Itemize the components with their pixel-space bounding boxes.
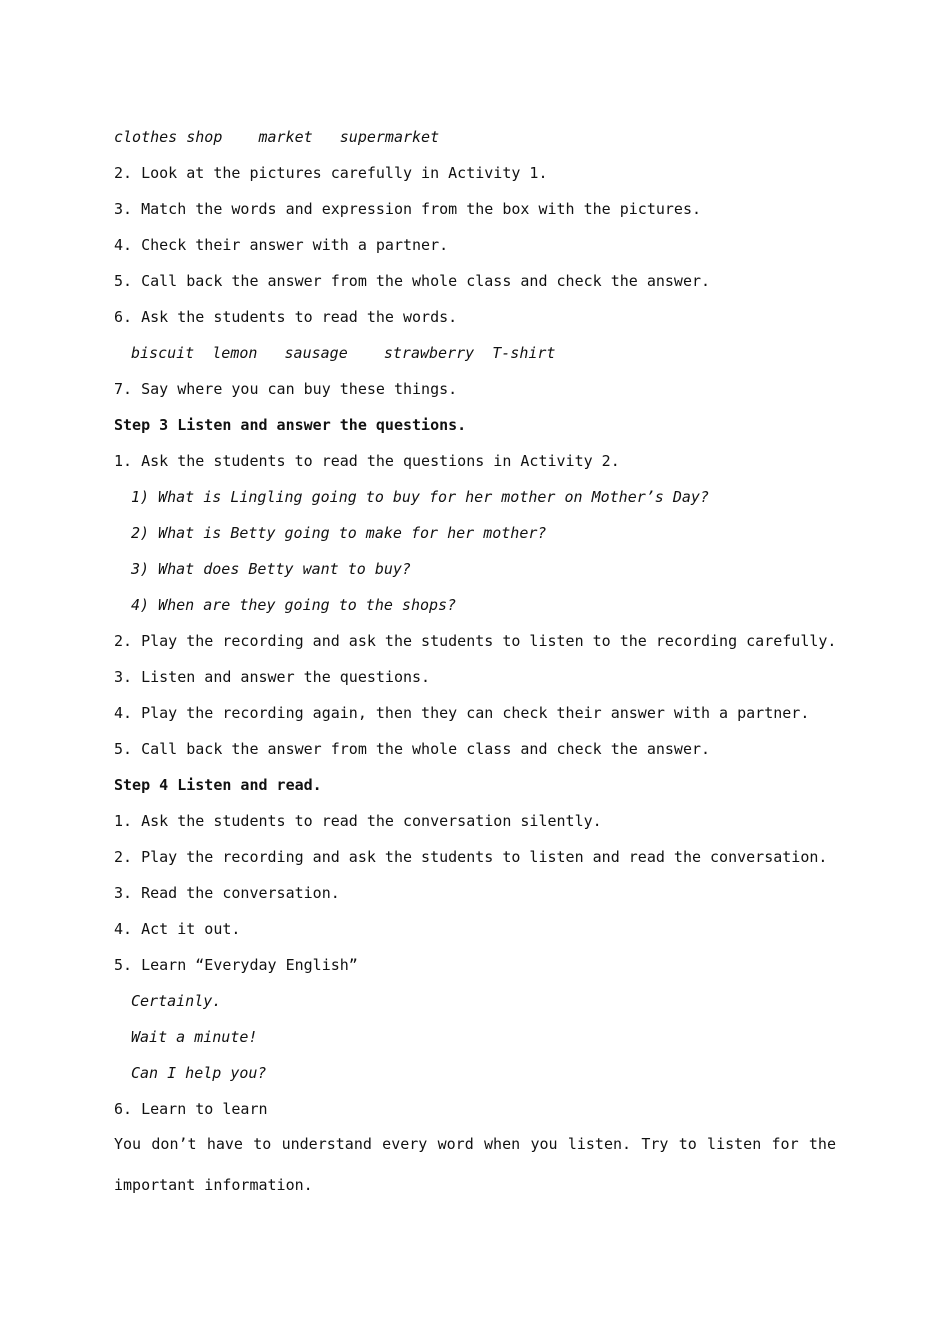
step-item: 4. Act it out.: [114, 920, 241, 938]
everyday-english-phrase: Certainly.: [131, 992, 222, 1010]
step-item: 4. Play the recording again, then they can check their answer with a partner.: [114, 704, 810, 722]
step-item: 6. Ask the students to read the words.: [114, 308, 458, 326]
step-item: 2. Play the recording and ask the students to listen and read the conversation.: [114, 848, 828, 866]
step-item: 3. Listen and answer the questions.: [114, 668, 431, 686]
step-item: 3. Read the conversation.: [114, 884, 340, 902]
step-item: 1. Ask the students to read the conversation silently.: [114, 812, 602, 830]
step-item: 5. Call back the answer from the whole class and check the answer.: [114, 740, 711, 758]
step-item: 4. Check their answer with a partner.: [114, 236, 449, 254]
step-item: 2. Play the recording and ask the students to listen to the recording carefully.: [114, 632, 837, 650]
step-item: 5. Call back the answer from the whole class and check the answer.: [114, 272, 711, 290]
word-list-places: clothes shop market supermarket: [114, 128, 440, 146]
question-item: 4) When are they going to the shops?: [131, 596, 457, 614]
question-item: 2) What is Betty going to make for her mother?: [131, 524, 547, 542]
everyday-english-phrase: Can I help you?: [131, 1064, 267, 1082]
step-item: 7. Say where you can buy these things.: [114, 380, 458, 398]
section-heading-step-3: Step 3 Listen and answer the questions.: [114, 416, 467, 434]
question-item: 1) What is Lingling going to buy for her mother on Mother’s Day?: [131, 488, 709, 506]
question-item: 3) What does Betty want to buy?: [131, 560, 411, 578]
learn-to-learn-text-continued: important information.: [114, 1176, 313, 1194]
word-list-things: biscuit lemon sausage strawberry T-shirt: [131, 344, 556, 362]
step-item: 1. Ask the students to read the questions in Activity 2.: [114, 452, 620, 470]
step-item: 2. Look at the pictures carefully in Activity 1.: [114, 164, 548, 182]
learn-to-learn-text: You don’t have to understand every word when you listen. Try to listen for the: [114, 1135, 836, 1153]
step-item: 5. Learn “Everyday English”: [114, 956, 358, 974]
step-item: 3. Match the words and expression from the box with the pictures.: [114, 200, 701, 218]
step-item: 6. Learn to learn: [114, 1100, 268, 1118]
section-heading-step-4: Step 4 Listen and read.: [114, 776, 322, 794]
everyday-english-phrase: Wait a minute!: [131, 1028, 258, 1046]
